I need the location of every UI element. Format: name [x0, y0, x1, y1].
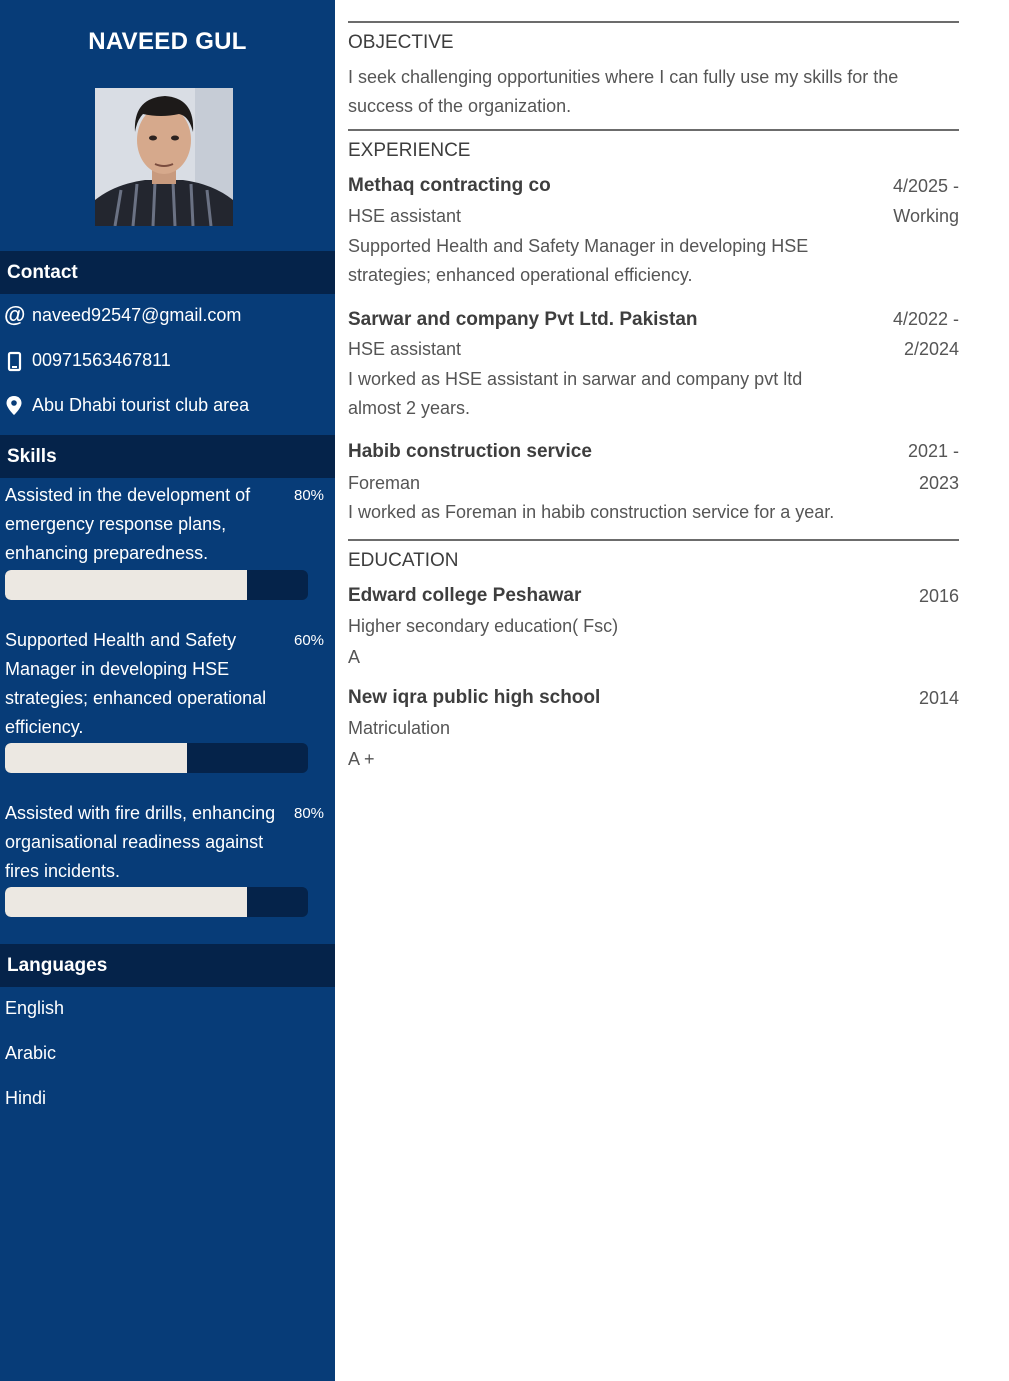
experience-company: Methaq contracting co: [348, 175, 551, 196]
section-divider: [348, 129, 959, 131]
skill-progress-fill: [5, 743, 187, 773]
experience-end-date: 2023: [918, 473, 959, 493]
experience-company: Habib construction service: [348, 441, 592, 462]
experience-role: HSE assistant: [348, 206, 462, 226]
skill-description: Supported Health and Safety Manager in developing HSE strategies; enhanced operational efficiency.: [5, 630, 267, 737]
experience-start-date: 2021 -: [907, 441, 959, 461]
contact-email-row[interactable]: [0, 300, 335, 330]
education-heading: EDUCATION: [348, 550, 459, 571]
languages-heading: Languages: [0, 944, 335, 987]
section-divider: [348, 539, 959, 541]
skill-progress-fill: [5, 570, 247, 600]
sidebar: [0, 0, 335, 1381]
education-year: 2016: [918, 586, 959, 606]
education-school: Edward college Peshawar: [348, 585, 582, 606]
skill-progress-bar: [5, 743, 308, 773]
section-divider: [348, 21, 959, 23]
phone-text: 00971563467811: [32, 350, 171, 370]
objective-text: I seek challenging opportunities where I can fully use my skills for the success of the organization.: [348, 67, 899, 116]
experience-description: I worked as Foreman in habib construction service for a year.: [348, 502, 835, 522]
skill-description: Assisted in the development of emergency response plans, enhancing preparedness.: [5, 485, 251, 563]
education-grade: A +: [348, 749, 375, 769]
experience-end-date: 2/2024: [903, 339, 959, 359]
skill-percent: 60%: [294, 632, 325, 649]
language-item: English: [5, 998, 65, 1018]
contact-heading: Contact: [0, 251, 335, 294]
profile-photo: [95, 88, 233, 226]
education-year: 2014: [918, 688, 959, 708]
contact-phone-row[interactable]: [0, 345, 335, 375]
experience-end-date: Working: [893, 206, 959, 226]
experience-role: HSE assistant: [348, 339, 462, 359]
experience-description: I worked as HSE assistant in sarwar and company pvt ltd almost 2 years.: [348, 369, 803, 418]
skill-percent: 80%: [294, 487, 325, 504]
skills-heading: Skills: [0, 435, 335, 478]
objective-heading: OBJECTIVE: [348, 32, 454, 53]
skill-description: Assisted with fire drills, enhancing organisational readiness against fires incidents.: [5, 803, 276, 881]
experience-role: Foreman: [348, 473, 421, 493]
education-school: New iqra public high school: [348, 687, 601, 708]
contact-location-row: [0, 390, 335, 420]
experience-start-date: 4/2022 -: [892, 309, 959, 329]
phone-icon: [4, 348, 24, 372]
person-portrait-icon: [95, 88, 233, 226]
language-item: Arabic: [5, 1043, 57, 1063]
skill-percent: 80%: [294, 805, 325, 822]
email-text: naveed92547@gmail.com: [32, 305, 242, 325]
skill-progress-fill: [5, 887, 247, 917]
skill-progress-bar: [5, 570, 308, 600]
location-pin-icon: [4, 393, 24, 417]
education-degree: Matriculation: [348, 718, 451, 738]
location-text: Abu Dhabi tourist club area: [32, 395, 250, 415]
language-item: Hindi: [5, 1088, 47, 1108]
skill-progress-bar: [5, 887, 308, 917]
at-sign-icon: @: [4, 302, 26, 327]
experience-heading: EXPERIENCE: [348, 140, 471, 161]
experience-description: Supported Health and Safety Manager in developing HSE strategies; enhanced operational efficiency.: [348, 236, 809, 285]
resume-name: NAVEED GUL: [88, 28, 247, 55]
experience-start-date: 4/2025 -: [892, 176, 959, 196]
education-degree: Higher secondary education( Fsc): [348, 616, 619, 636]
education-grade: A: [348, 647, 361, 667]
experience-company: Sarwar and company Pvt Ltd. Pakistan: [348, 309, 698, 330]
